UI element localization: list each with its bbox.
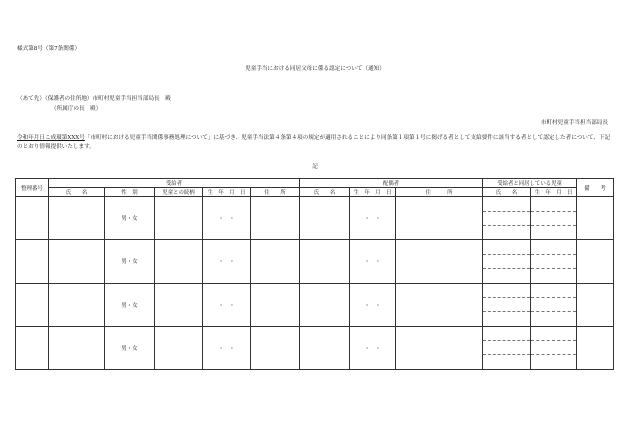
table-row	[16, 240, 614, 283]
cell-recipient-name[interactable]	[49, 326, 105, 369]
cell-recipient-relation[interactable]	[155, 326, 203, 369]
cell-recipient-sex[interactable]: 男・女	[105, 283, 155, 326]
header-remarks: 備 考	[577, 179, 614, 197]
cell-remarks[interactable]	[577, 240, 614, 283]
cell-recipient-name[interactable]	[49, 283, 105, 326]
col-child-name: 氏 名	[483, 188, 531, 197]
cell-child-dob[interactable]	[531, 197, 577, 240]
document-title: 児童手当における同居父母に係る認定について（通知）	[245, 66, 385, 72]
cell-spouse-address[interactable]	[396, 197, 483, 240]
cell-recipient-relation[interactable]	[155, 283, 203, 326]
cell-recipient-sex[interactable]: 男・女	[105, 240, 155, 283]
date-reference: 令和年月日こ成環第XXX号	[17, 135, 85, 141]
cell-spouse-name[interactable]	[300, 326, 350, 369]
header-spouse: 配偶者	[300, 179, 483, 188]
addressee-line-1: （あて先）（保護者の住所地）市町村児童手当担当部局長 殿	[17, 96, 171, 102]
col-recipient-relation: 児童との続柄	[155, 188, 203, 197]
cell-seiri[interactable]	[16, 283, 49, 326]
cell-recipient-dob[interactable]: ・ ・	[203, 240, 251, 283]
col-spouse-dob: 生 年 月 日	[350, 188, 396, 197]
cell-spouse-name[interactable]	[300, 283, 350, 326]
child-subrows	[531, 240, 576, 282]
cell-recipient-sex[interactable]: 男・女	[105, 326, 155, 369]
cell-spouse-address[interactable]	[396, 240, 483, 283]
cell-seiri[interactable]	[16, 197, 49, 240]
info-table	[15, 178, 614, 370]
header-seiri: 整理番号	[16, 179, 49, 197]
form-number: 様式第8号（第7条関係）	[17, 46, 81, 52]
header-child: 受給者と同居している児童	[483, 179, 577, 188]
sender: 市町村児童手当担当部局長	[540, 120, 608, 126]
col-recipient-name: 氏 名	[49, 188, 105, 197]
cell-seiri[interactable]	[16, 240, 49, 283]
ki-heading: 記	[312, 164, 318, 170]
cell-spouse-dob[interactable]: ・ ・	[350, 197, 396, 240]
cell-child-name[interactable]	[483, 326, 531, 369]
col-spouse-name: 氏 名	[300, 188, 350, 197]
table-row	[16, 326, 614, 369]
cell-recipient-address[interactable]	[251, 326, 300, 369]
child-subrows	[483, 240, 530, 282]
col-child-dob: 生 年 月 日	[531, 188, 577, 197]
cell-remarks[interactable]	[577, 197, 614, 240]
cell-spouse-address[interactable]	[396, 326, 483, 369]
cell-recipient-relation[interactable]	[155, 240, 203, 283]
cell-recipient-name[interactable]	[49, 197, 105, 240]
cell-recipient-address[interactable]	[251, 240, 300, 283]
col-recipient-dob: 生 年 月 日	[203, 188, 251, 197]
cell-child-dob[interactable]	[531, 283, 577, 326]
cell-child-name[interactable]	[483, 283, 531, 326]
cell-child-dob[interactable]	[531, 240, 577, 283]
cell-spouse-address[interactable]	[396, 283, 483, 326]
cell-recipient-sex[interactable]: 男・女	[105, 197, 155, 240]
cell-spouse-dob[interactable]: ・ ・	[350, 283, 396, 326]
cell-spouse-dob[interactable]: ・ ・	[350, 240, 396, 283]
cell-remarks[interactable]	[577, 283, 614, 326]
child-subrows	[531, 197, 576, 239]
col-recipient-sex: 性 別	[105, 188, 155, 197]
cell-child-name[interactable]	[483, 240, 531, 283]
child-subrows	[483, 197, 530, 239]
cell-remarks[interactable]	[577, 326, 614, 369]
child-subrows	[483, 284, 530, 326]
body-text: 「市町村における児童手当関係事務処理について」に基づき、児童手当法第４条第４項の規定が適用されることにより同条第１項第１号に掲げる者として支給要件に該当する者として認定した者について、下記のとおり情報提供いたします。	[17, 135, 611, 150]
cell-spouse-dob[interactable]: ・ ・	[350, 326, 396, 369]
col-spouse-address: 住 所	[396, 188, 483, 197]
cell-recipient-address[interactable]	[251, 283, 300, 326]
table-row	[16, 283, 614, 326]
cell-recipient-name[interactable]	[49, 240, 105, 283]
cell-seiri[interactable]	[16, 326, 49, 369]
body-paragraph	[17, 134, 612, 152]
cell-spouse-name[interactable]	[300, 197, 350, 240]
cell-recipient-dob[interactable]: ・ ・	[203, 326, 251, 369]
child-subrows	[531, 284, 576, 326]
cell-recipient-address[interactable]	[251, 197, 300, 240]
col-recipient-address: 住 所	[251, 188, 300, 197]
cell-recipient-dob[interactable]: ・ ・	[203, 283, 251, 326]
cell-spouse-name[interactable]	[300, 240, 350, 283]
table-row	[16, 197, 614, 240]
child-subrows	[531, 327, 576, 369]
cell-recipient-relation[interactable]	[155, 197, 203, 240]
cell-recipient-dob[interactable]: ・ ・	[203, 197, 251, 240]
child-subrows	[483, 327, 530, 369]
cell-child-name[interactable]	[483, 197, 531, 240]
addressee-line-2: （所属庁の長 殿）	[51, 106, 102, 112]
cell-child-dob[interactable]	[531, 326, 577, 369]
header-recipient: 受給者	[49, 179, 300, 188]
